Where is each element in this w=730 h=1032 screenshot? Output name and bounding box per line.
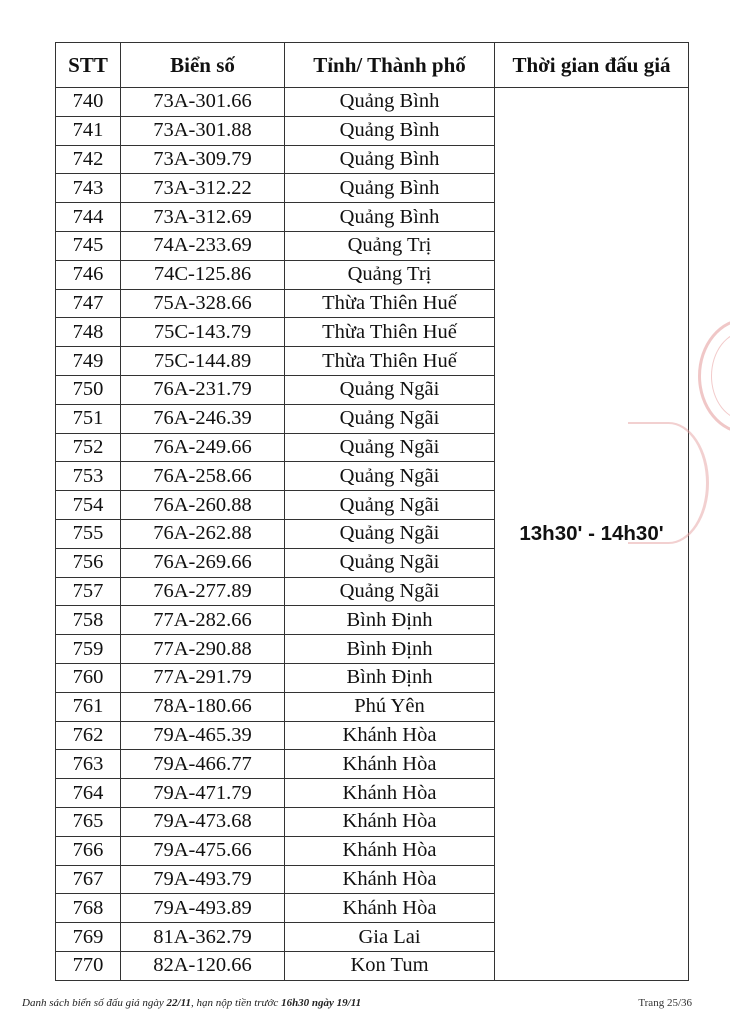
row-plate: 79A-465.39 (121, 721, 285, 750)
row-plate: 76A-249.66 (121, 433, 285, 462)
row-plate: 73A-301.88 (121, 116, 285, 145)
row-province: Gia Lai (285, 923, 495, 952)
row-province: Khánh Hòa (285, 836, 495, 865)
row-province: Quảng Trị (285, 260, 495, 289)
row-stt: 764 (56, 779, 121, 808)
row-plate: 82A-120.66 (121, 951, 285, 980)
row-plate: 75C-144.89 (121, 347, 285, 376)
row-plate: 76A-269.66 (121, 548, 285, 577)
row-stt: 755 (56, 519, 121, 548)
row-province: Thừa Thiên Huế (285, 318, 495, 347)
row-plate: 76A-231.79 (121, 375, 285, 404)
row-province: Quảng Ngãi (285, 404, 495, 433)
row-stt: 748 (56, 318, 121, 347)
row-plate: 79A-466.77 (121, 750, 285, 779)
footer-note-date: 22/11 (166, 997, 191, 1009)
row-plate: 75A-328.66 (121, 289, 285, 318)
row-plate: 76A-262.88 (121, 519, 285, 548)
row-province: Quảng Bình (285, 145, 495, 174)
row-province: Khánh Hòa (285, 865, 495, 894)
row-stt: 741 (56, 116, 121, 145)
row-province: Khánh Hòa (285, 807, 495, 836)
row-stt: 742 (56, 145, 121, 174)
row-plate: 76A-277.89 (121, 577, 285, 606)
row-plate: 73A-312.22 (121, 174, 285, 203)
header-province: Tỉnh/ Thành phố (285, 43, 495, 88)
row-stt: 745 (56, 231, 121, 260)
row-stt: 752 (56, 433, 121, 462)
row-province: Quảng Ngãi (285, 462, 495, 491)
table-row (56, 88, 689, 117)
row-stt: 760 (56, 663, 121, 692)
row-plate: 74C-125.86 (121, 260, 285, 289)
row-stt: 763 (56, 750, 121, 779)
row-province: Quảng Ngãi (285, 577, 495, 606)
row-stt: 770 (56, 951, 121, 980)
row-stt: 756 (56, 548, 121, 577)
header-time: Thời gian đấu giá (495, 43, 689, 88)
row-province: Quảng Ngãi (285, 491, 495, 520)
footer-note (22, 997, 361, 1009)
auction-time-cell: 13h30' - 14h30' (495, 88, 689, 981)
row-plate: 76A-258.66 (121, 462, 285, 491)
row-plate: 79A-471.79 (121, 779, 285, 808)
row-stt: 743 (56, 174, 121, 203)
row-province: Quảng Bình (285, 88, 495, 117)
row-plate: 77A-290.88 (121, 635, 285, 664)
row-stt: 750 (56, 375, 121, 404)
row-province: Kon Tum (285, 951, 495, 980)
row-stt: 753 (56, 462, 121, 491)
row-province: Quảng Ngãi (285, 548, 495, 577)
row-stt: 751 (56, 404, 121, 433)
row-province: Khánh Hòa (285, 750, 495, 779)
red-seal-stamp (698, 318, 730, 434)
row-province: Khánh Hòa (285, 894, 495, 923)
row-province: Thừa Thiên Huế (285, 289, 495, 318)
row-plate: 78A-180.66 (121, 692, 285, 721)
row-plate: 77A-291.79 (121, 663, 285, 692)
row-province: Quảng Bình (285, 174, 495, 203)
row-province: Quảng Ngãi (285, 519, 495, 548)
row-stt: 761 (56, 692, 121, 721)
row-stt: 740 (56, 88, 121, 117)
footer-note-deadline: 16h30 ngày 19/11 (281, 997, 362, 1009)
plate-table (55, 42, 689, 981)
row-stt: 749 (56, 347, 121, 376)
row-plate: 76A-246.39 (121, 404, 285, 433)
row-plate: 79A-475.66 (121, 836, 285, 865)
row-province: Khánh Hòa (285, 721, 495, 750)
table-body (56, 88, 689, 981)
row-plate: 79A-493.79 (121, 865, 285, 894)
header-plate: Biển số (121, 43, 285, 88)
row-province: Quảng Bình (285, 203, 495, 232)
row-stt: 768 (56, 894, 121, 923)
row-province: Bình Định (285, 606, 495, 635)
row-stt: 762 (56, 721, 121, 750)
row-stt: 766 (56, 836, 121, 865)
header-stt: STT (56, 43, 121, 88)
row-plate: 76A-260.88 (121, 491, 285, 520)
row-plate: 75C-143.79 (121, 318, 285, 347)
row-province: Quảng Bình (285, 116, 495, 145)
footer-note-prefix: Danh sách biển số đấu giá ngày (22, 997, 167, 1009)
red-seal-stamp-partial (628, 422, 709, 544)
row-stt: 758 (56, 606, 121, 635)
row-province: Bình Định (285, 635, 495, 664)
row-plate: 79A-473.68 (121, 807, 285, 836)
row-province: Quảng Ngãi (285, 375, 495, 404)
row-province: Phú Yên (285, 692, 495, 721)
row-province: Thừa Thiên Huế (285, 347, 495, 376)
row-stt: 757 (56, 577, 121, 606)
row-plate: 74A-233.69 (121, 231, 285, 260)
row-stt: 754 (56, 491, 121, 520)
row-province: Khánh Hòa (285, 779, 495, 808)
row-stt: 769 (56, 923, 121, 952)
row-plate: 73A-312.69 (121, 203, 285, 232)
row-stt: 767 (56, 865, 121, 894)
page-number: Trang 25/36 (638, 997, 692, 1009)
row-plate: 77A-282.66 (121, 606, 285, 635)
row-plate: 79A-493.89 (121, 894, 285, 923)
row-plate: 73A-301.66 (121, 88, 285, 117)
row-stt: 746 (56, 260, 121, 289)
row-stt: 747 (56, 289, 121, 318)
row-province: Quảng Trị (285, 231, 495, 260)
row-stt: 765 (56, 807, 121, 836)
row-stt: 744 (56, 203, 121, 232)
footer-note-middle: , hạn nộp tiền trước (190, 997, 282, 1009)
row-province: Bình Định (285, 663, 495, 692)
row-plate: 81A-362.79 (121, 923, 285, 952)
row-plate: 73A-309.79 (121, 145, 285, 174)
row-province: Quảng Ngãi (285, 433, 495, 462)
row-stt: 759 (56, 635, 121, 664)
table-header-row (56, 43, 689, 88)
